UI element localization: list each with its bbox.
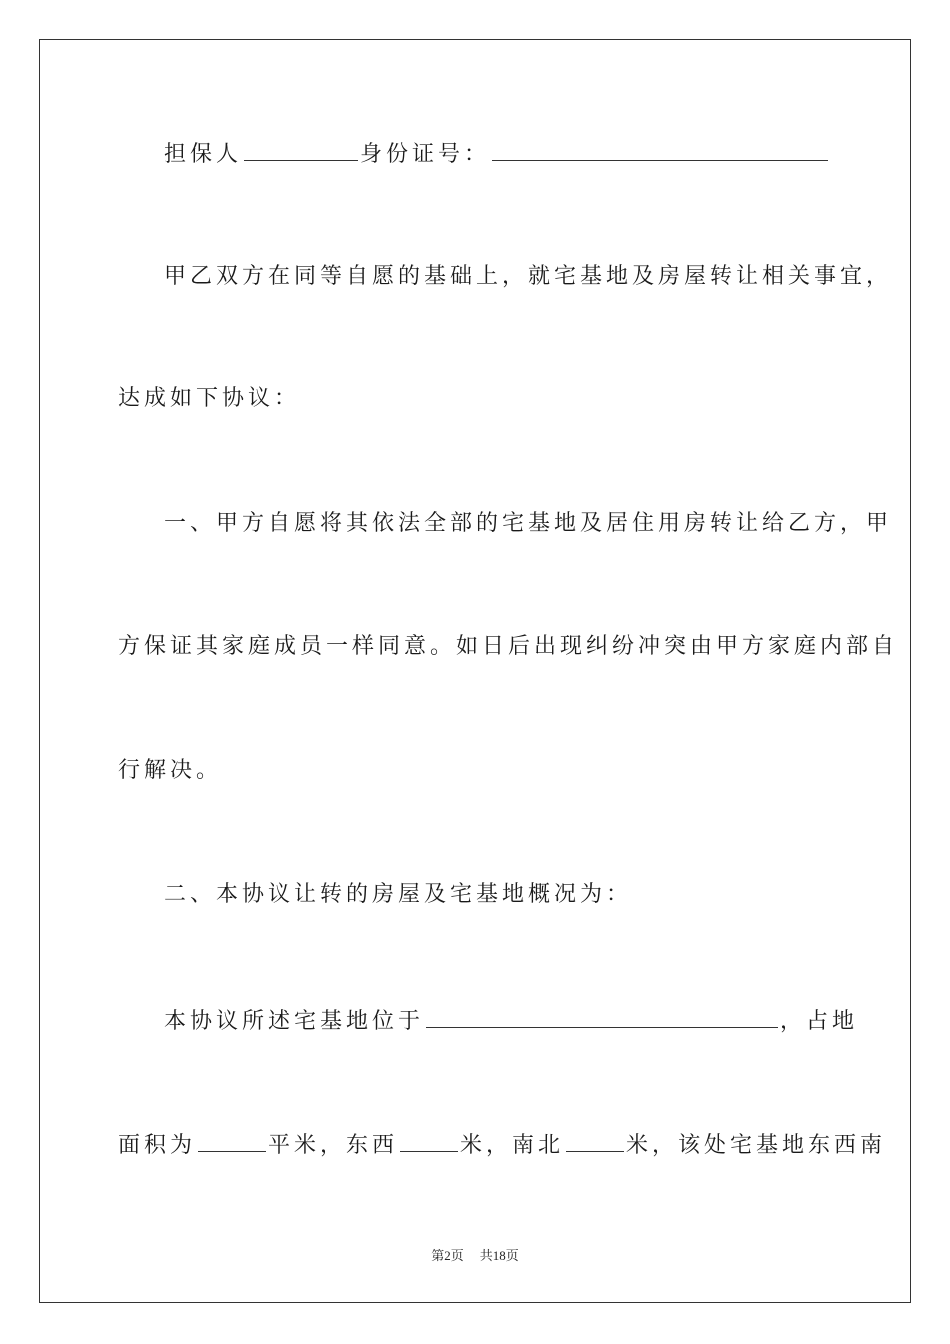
intro-line-1: 甲乙双方在同等自愿的基础上，就宅基地及房屋转让相关事宜， bbox=[164, 264, 893, 289]
location-prefix: 本协议所述宅基地位于 bbox=[164, 1009, 425, 1034]
page-footer bbox=[0, 1245, 950, 1264]
ns-suffix: 米，该处宅基地东西南 bbox=[626, 1133, 887, 1158]
clause1-line-3: 行解决。 bbox=[118, 758, 223, 783]
east-west-blank[interactable] bbox=[400, 1129, 458, 1152]
ew-unit: 米，南北 bbox=[460, 1133, 565, 1158]
guarantor-line bbox=[118, 138, 884, 170]
location-suffix: ，占地 bbox=[780, 1009, 859, 1034]
page-border bbox=[39, 39, 911, 1303]
page-total: 共18页 bbox=[479, 1248, 519, 1263]
location-line bbox=[118, 1005, 884, 1037]
guarantor-label: 担保人 bbox=[164, 142, 243, 167]
area-prefix: 面积为 bbox=[118, 1133, 197, 1158]
area-blank[interactable] bbox=[198, 1129, 266, 1152]
intro-line-2: 达成如下协议： bbox=[118, 386, 301, 411]
id-label: 身份证号： bbox=[360, 142, 491, 167]
clause1-line-1: 一、甲方自愿将其依法全部的宅基地及居住用房转让给乙方，甲 bbox=[164, 511, 893, 536]
page-current: 第2页 bbox=[431, 1248, 464, 1263]
location-blank[interactable] bbox=[426, 1005, 778, 1028]
area-line bbox=[118, 1129, 887, 1161]
guarantor-blank[interactable] bbox=[244, 138, 358, 161]
north-south-blank[interactable] bbox=[566, 1129, 624, 1152]
clause1-line-2: 方保证其家庭成员一样同意。如日后出现纠纷冲突由甲方家庭内部自 bbox=[118, 634, 899, 659]
id-number-blank[interactable] bbox=[492, 138, 828, 161]
area-unit: 平米，东西 bbox=[268, 1133, 399, 1158]
clause2-title: 二、本协议让转的房屋及宅基地概况为： bbox=[164, 882, 633, 907]
